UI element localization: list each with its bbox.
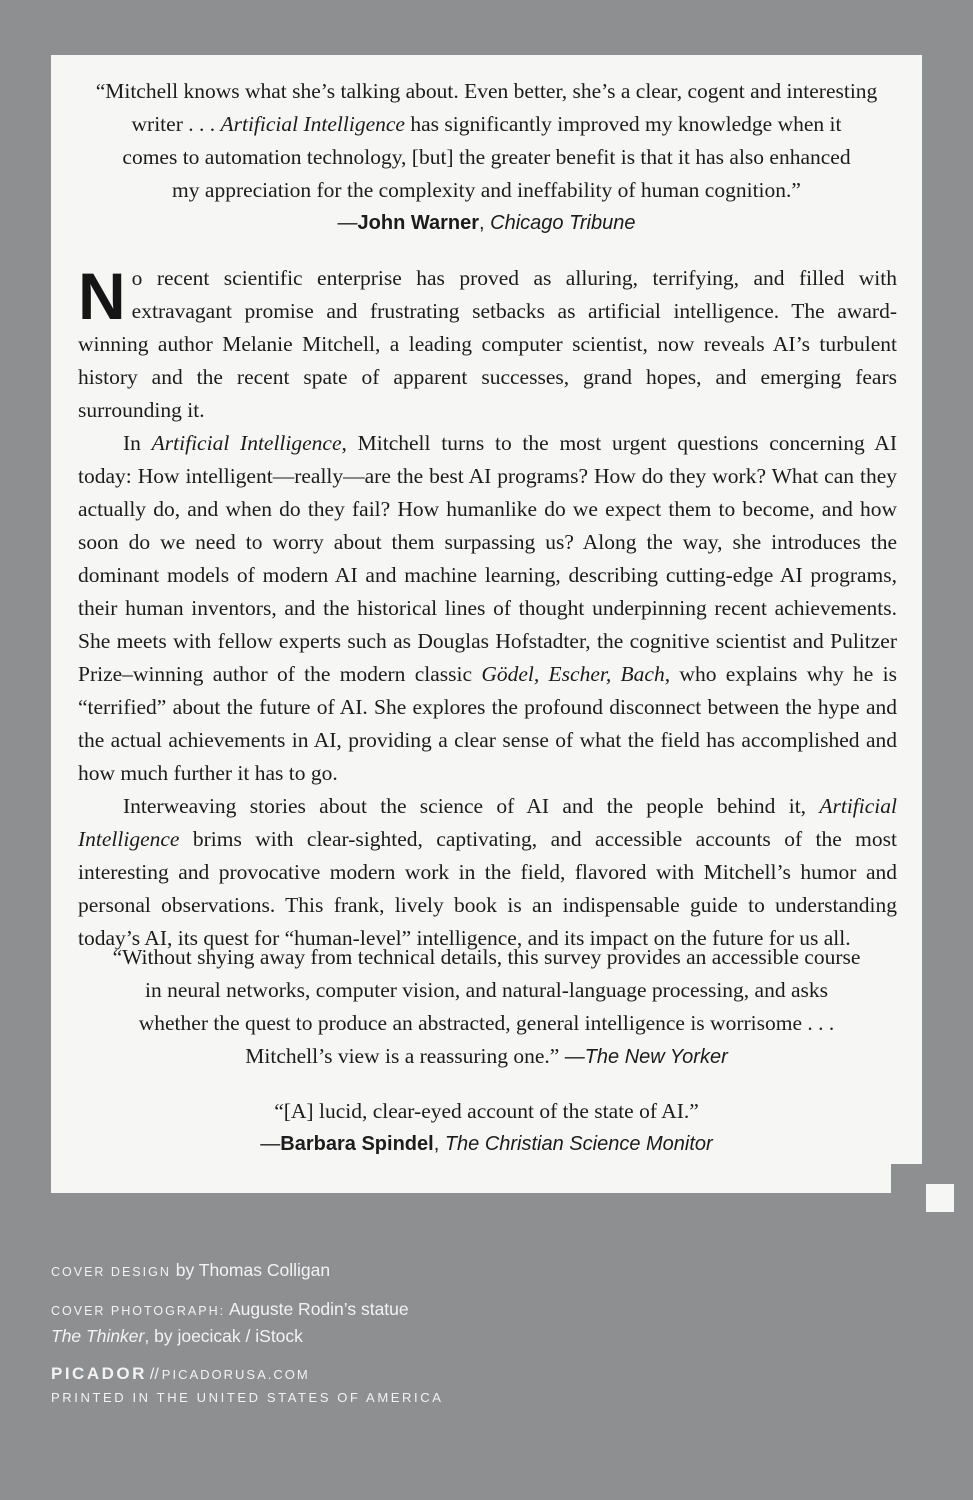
quote-line: “[A] lucid, clear-eyed account of the state of AI.” — [274, 1099, 699, 1123]
quote-attribution: —Barbara Spindel, The Christian Science Monitor — [260, 1133, 713, 1155]
quote-line: in neural networks, computer vision, and natural-language processing, and asks — [144, 978, 829, 1002]
publisher-line: PICADOR // PICADORUSA.COM — [51, 1364, 310, 1383]
quote-line: “Mitchell knows what she’s talking about. Even better, she’s a clear, cogent and interesting — [95, 79, 878, 103]
drop-cap: N — [78, 259, 126, 333]
publisher-name: PICADOR — [51, 1364, 147, 1383]
cover-design-credit: COVER DESIGN by Thomas Colligan — [51, 1260, 331, 1280]
quote-line: Mitchell’s view is a reassuring one.” —The New Yorker — [245, 1044, 728, 1068]
quote-line: my appreciation for the complexity and ineffability of human cognition.” — [172, 178, 801, 202]
quote-line: comes to automation technology, [but] the greater benefit is that it has also enhanced — [122, 145, 851, 169]
description-paragraph-2: In Artificial Intelligence, Mitchell turns to the most urgent questions concerning AI today: How intelligent—really—are the best AI programs? How do they work? What can they actually do, and when do they fail? How humanlike do we expect them to become, and how soon do we need to worry about them surpassing us? Along the way, she introduces the dominant models of modern AI and machine learning, describing cutting-edge AI programs, their human inventors, and the historical lines of thought underpinning recent achievements. She meets with fellow experts such as Douglas Hofstadter, the cognitive scientist and Pulitzer Prize–winning author of the modern classic Gödel, Escher, Bach, who explains why he is “terrified” about the future of AI. She explores the profound disconnect between the hype and the actual achievements in AI, providing a clear sense of what the field has accomplished and how much further it has to go. — [78, 431, 897, 785]
quote-new-yorker — [51, 941, 922, 1074]
publisher-url: PICADORUSA.COM — [161, 1367, 310, 1382]
quote-spindel — [51, 1095, 922, 1161]
description-paragraph-1: No recent scientific enterprise has proved as alluring, terrifying, and filled with extravagant promise and frustrating setbacks as artificial intelligence. The award-winning author Melanie Mitchell, a leading computer scientist, now reveals AI’s turbulent history and the recent spate of apparent successes, grand hopes, and emerging fears surrounding it. — [78, 259, 897, 422]
decorative-square — [926, 1184, 954, 1212]
quote-warner — [51, 75, 922, 240]
quote-attribution: —The New Yorker — [564, 1046, 728, 1068]
quote-line: “Without shying away from technical details, this survey provides an accessible course — [112, 945, 861, 969]
cover-credits — [51, 1258, 443, 1409]
quote-line: writer . . . Artificial Intelligence has significantly improved my knowledge when it — [131, 112, 842, 136]
printed-in: PRINTED IN THE UNITED STATES OF AMERICA — [51, 1390, 444, 1405]
panel-corner-notch — [891, 1164, 922, 1193]
book-description — [78, 259, 897, 955]
quote-attribution: —John Warner, Chicago Tribune — [337, 212, 636, 234]
cover-photo-credit-cont: The Thinker, by joecicak / iStock — [51, 1326, 303, 1346]
quote-line: whether the quest to produce an abstracted, general intelligence is worrisome . . . — [138, 1011, 835, 1035]
description-paragraph-3: Interweaving stories about the science of AI and the people behind it, Artificial Intelligence brims with clear-sighted, captivating, and accessible accounts of the most interesting and provocative modern work in the field, flavored with Mitchell’s humor and personal observations. This frank, lively book is an indispensable guide to understanding today’s AI, its quest for “human-level” intelligence, and its impact on the future for us all. — [78, 794, 897, 950]
cover-photo-credit: COVER PHOTOGRAPH: Auguste Rodin’s statue — [51, 1299, 409, 1319]
